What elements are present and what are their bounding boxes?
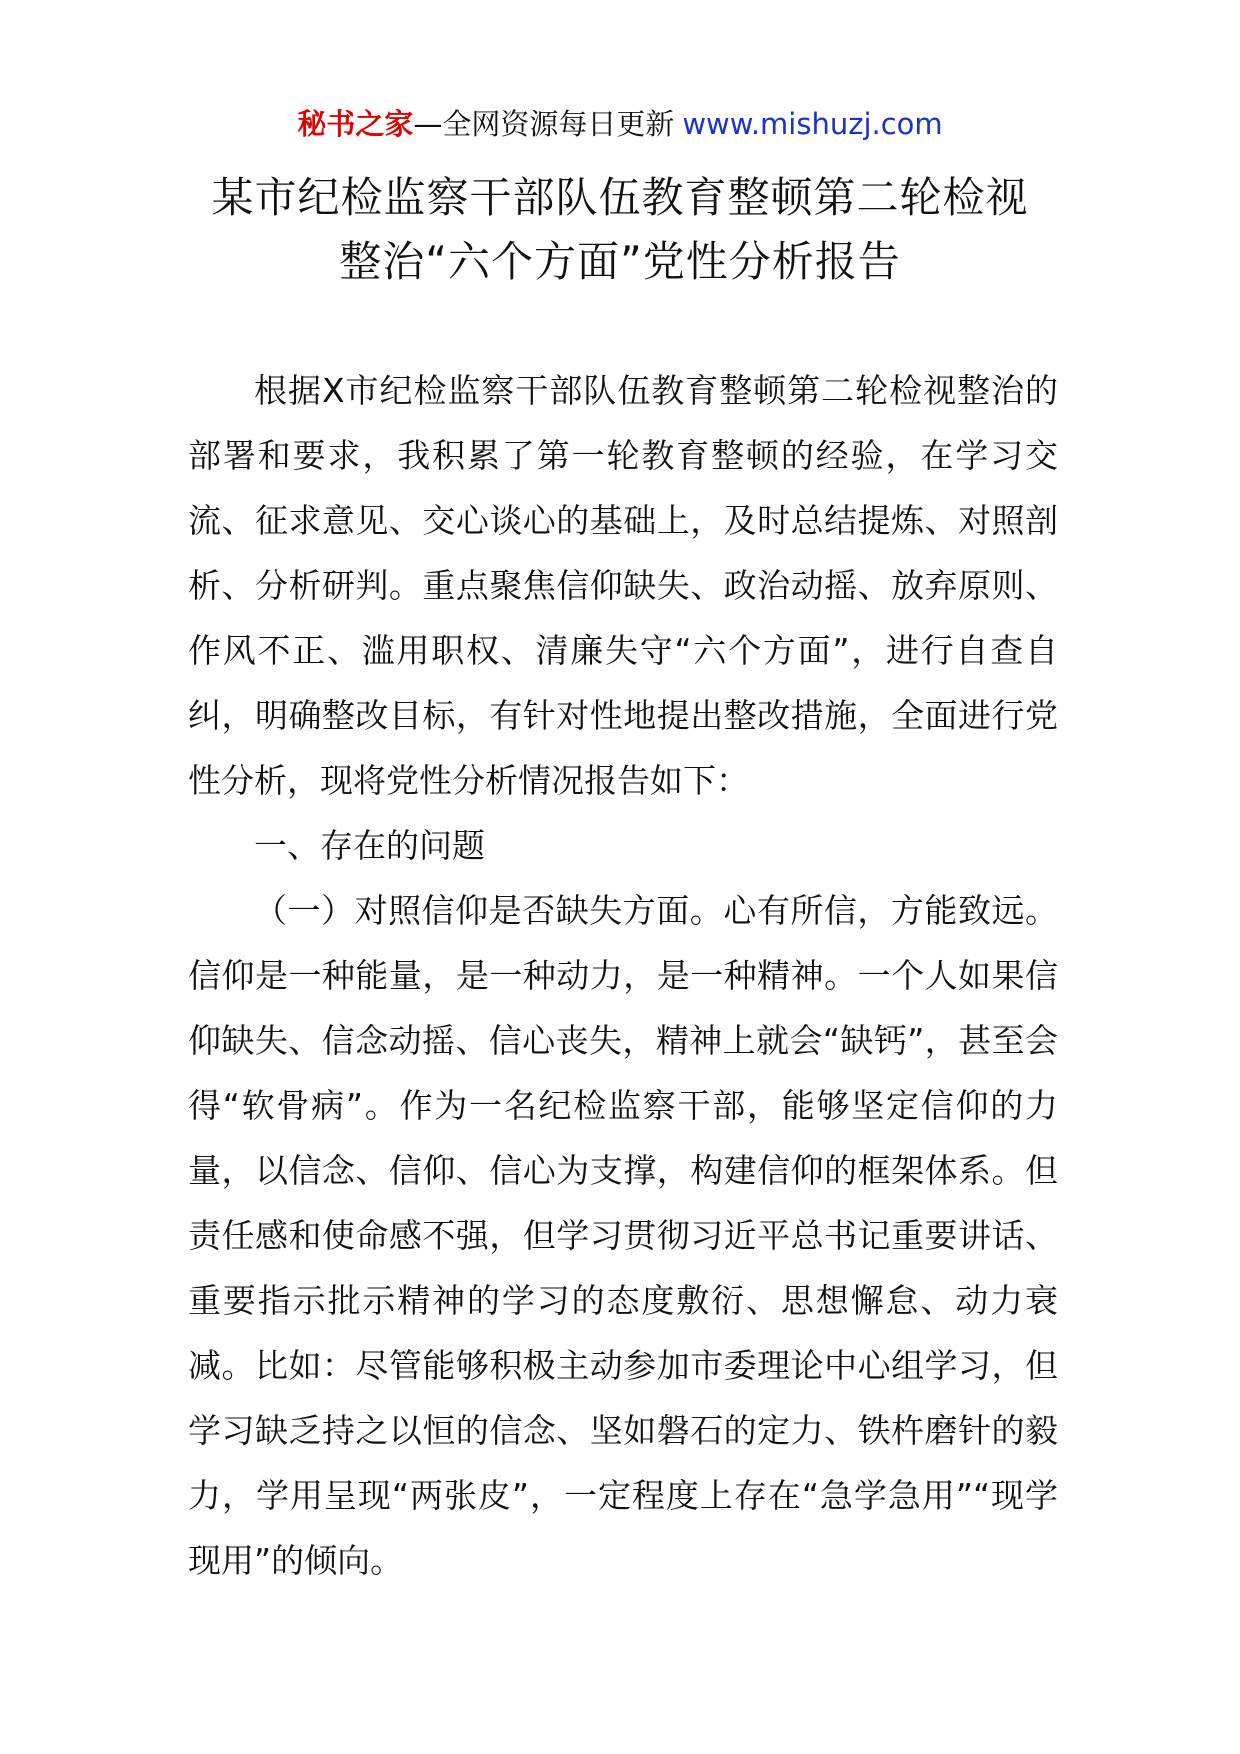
- document-title: [0, 166, 1240, 294]
- brand-name: 秘书之家: [297, 107, 414, 141]
- site-header: [0, 104, 1240, 144]
- paragraph-section-1: （一）对照信仰是否缺失方面。心有所信，方能致远。信仰是一种能量，是一种动力，是一种精神。一个人如果信仰缺失、信念动摇、信心丧失，精神上就会“缺钙”，甚至会得“软骨病”。作为一名纪检监察干部，能够坚定信仰的力量，以信念、信仰、信心为支撑，构建信仰的框架体系。但责任感和使命感不强，但学习贯彻习近平总书记重要讲话、重要指示批示精神的学习的态度敷衍、思想懈怠、动力衰减。比如：尽管能够积极主动参加市委理论中心组学习，但学习缺乏持之以恒的信念、坚如磐石的定力、铁杵磨针的毅力，学用呈现“两张皮”，一定程度上存在“急学急用”“现学现用”的倾向。: [188, 891, 1058, 1580]
- paragraph-intro: 根据X市纪检监察干部队伍教育整顿第二轮检视整治的部署和要求，我积累了第一轮教育整顿的经验，在学习交流、征求意见、交心谈心的基础上，及时总结提炼、对照剖析、分析研判。重点聚焦信仰缺失、政治动摇、放弃原则、作风不正、滥用职权、清廉失守“六个方面”，进行自查自纠，明确整改目标，有针对性地提出整改措施，全面进行党性分析，现将党性分析情况报告如下：: [188, 371, 1058, 800]
- header-tagline: —全网资源每日更新: [413, 107, 675, 141]
- site-url-link[interactable]: www.mishuzj.com: [682, 107, 943, 141]
- title-line-1: 某市纪检监察干部队伍教育整顿第二轮检视: [211, 173, 1029, 222]
- section-heading: 一、存在的问题: [254, 826, 485, 865]
- document-body: [188, 358, 1058, 1593]
- title-line-2: 整治“六个方面”党性分析报告: [339, 237, 901, 286]
